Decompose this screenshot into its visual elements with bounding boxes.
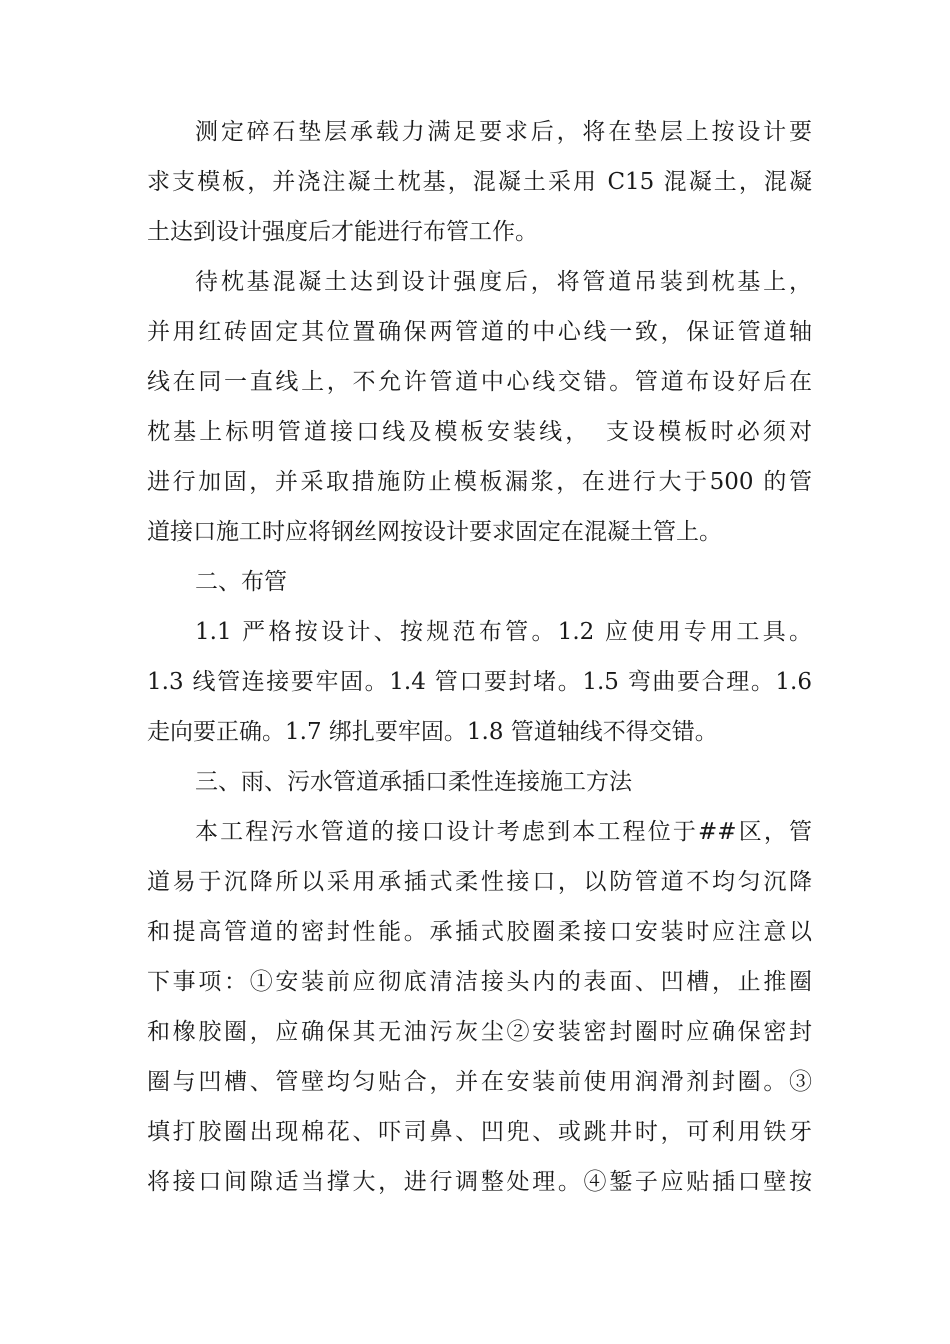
text-line: 道接口施工时应将钢丝网按设计要求固定在混凝土管上。 xyxy=(147,519,722,545)
text-line: 和提高管道的密封性能。承插式胶圈柔接口安装时应注意以 xyxy=(147,919,812,945)
text-line: 圈与凹槽、管壁均匀贴合，并在安装前使用润滑剂封圈。③ xyxy=(147,1069,812,1095)
text-line: 填打胶圈出现棉花、吓司鼻、凹兜、或跳井时，可利用铁牙 xyxy=(147,1119,812,1145)
text-line: 本工程污水管道的接口设计考虑到本工程位于##区，管 xyxy=(195,819,812,845)
text-line: 将接口间隙适当撑大，进行调整处理。④錾子应贴插口壁按 xyxy=(147,1169,812,1195)
section-heading: 三、雨、污水管道承插口柔性连接施工方法 xyxy=(195,769,632,795)
text-line: 枕基上标明管道接口线及模板安装线， 支设模板时必须对 xyxy=(147,419,812,445)
text-line: 走向要正确。1.7 绑扎要牢固。1.8 管道轴线不得交错。 xyxy=(147,719,718,745)
text-line: 进行加固，并采取措施防止模板漏浆，在进行大于500 的管 xyxy=(147,469,812,495)
text-line: 道易于沉降所以采用承插式柔性接口，以防管道不均匀沉降 xyxy=(147,869,812,895)
text-line: 测定碎石垫层承载力满足要求后，将在垫层上按设计要 xyxy=(195,119,812,145)
text-line: 并用红砖固定其位置确保两管道的中心线一致，保证管道轴 xyxy=(147,319,812,345)
text-line: 土达到设计强度后才能进行布管工作。 xyxy=(147,219,538,245)
text-line: 下事项：①安装前应彻底清洁接头内的表面、凹槽，止推圈 xyxy=(147,969,812,995)
text-line: 求支模板，并浇注凝土枕基，混凝土采用 C15 混凝土，混凝 xyxy=(147,169,812,195)
text-line: 1.1 严格按设计、按规范布管。1.2 应使用专用工具。 xyxy=(195,619,812,645)
text-line: 待枕基混凝土达到设计强度后，将管道吊装到枕基上， xyxy=(195,269,812,295)
text-line: 线在同一直线上，不允许管道中心线交错。管道布设好后在 xyxy=(147,369,812,395)
text-line: 和橡胶圈，应确保其无油污灰尘②安装密封圈时应确保密封 xyxy=(147,1019,812,1045)
section-heading: 二、布管 xyxy=(195,569,287,595)
text-line: 1.3 线管连接要牢固。1.4 管口要封堵。1.5 弯曲要合理。1.6 xyxy=(147,669,812,695)
